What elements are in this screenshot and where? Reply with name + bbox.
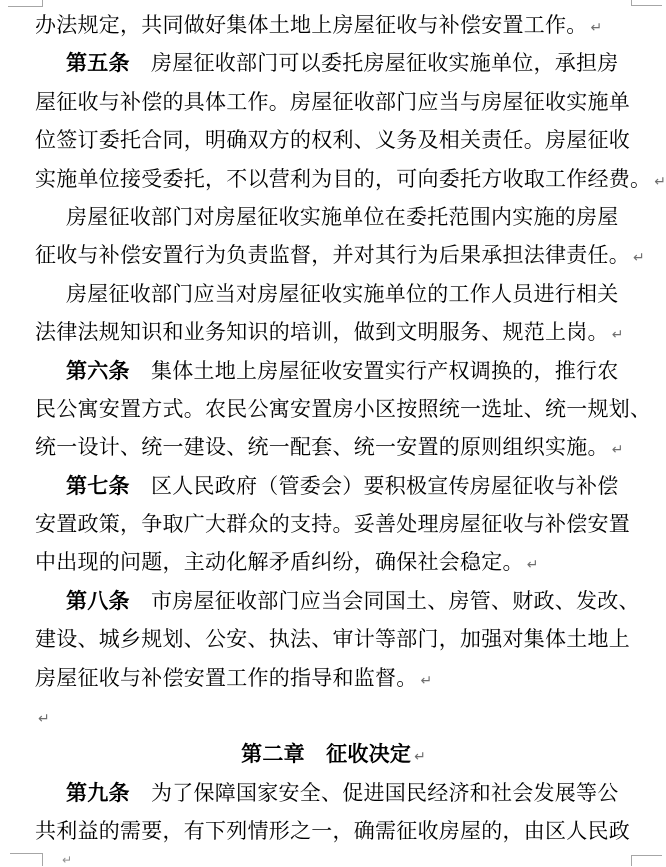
text-line[interactable] [35,275,632,313]
line-text: 中出现的问题，主动化解矛盾纠纷，确保社会稳定。 [35,550,524,575]
line-text: 法律法规知识和业务知识的培训，做到文明服务、规范上岗。 [35,320,609,345]
text-line[interactable] [35,543,632,581]
document-text-area[interactable] [35,6,666,851]
article-number: 第八条 [66,589,130,613]
line-text: 共利益的需要，有下列情形之一，确需征收房屋的，由区人民政 [35,819,630,844]
paragraph-mark-icon: ↵ [526,557,539,574]
text-line[interactable] [35,428,632,466]
text-line[interactable] [35,505,632,543]
text-line[interactable] [35,160,666,198]
line-text: 区人民政府（管委会）要积极宣传房屋征收与补偿 [129,473,619,498]
text-line[interactable] [35,44,632,82]
text-line[interactable] [35,83,632,121]
line-text: 房屋征收部门对房屋征收实施单位在委托范围内实施的房屋 [66,204,619,229]
article-number: 第二章 征收决定 [241,743,412,767]
text-line[interactable] [35,6,632,44]
paragraph-mark-icon: ↵ [414,749,426,766]
line-text: 市房屋征收部门应当会同国土、房管、财政、发改、 [129,588,640,613]
article-number: 第七条 [66,474,130,498]
chapter-heading[interactable] [35,735,632,773]
text-line[interactable] [35,198,632,236]
text-line[interactable] [35,352,632,390]
text-line[interactable] [35,390,652,428]
line-text: 建设、城乡规划、公安、执法、审计等部门，加强对集体土地上 [35,627,630,652]
line-text: 为了保障国家安全、促进国民经济和社会发展等公 [129,780,619,805]
line-text: 办法规定，共同做好集体土地上房屋征收与补偿安置工作。 [35,13,588,37]
text-line[interactable] [35,582,640,620]
line-text: 安置政策，争取广大群众的支持。妥善处理房屋征收与补偿安置 [35,512,630,537]
text-line[interactable] [35,236,645,274]
line-text: 屋征收与补偿的具体工作。房屋征收部门应当与房屋征收实施单 [35,89,630,114]
line-text: 集体土地上房屋征收安置实行产权调换的，推行农 [129,358,619,383]
text-line[interactable] [35,620,632,658]
empty-paragraph[interactable] [35,697,632,735]
line-text: 房屋征收部门应当对房屋征收实施单位的工作人员进行相关 [66,281,619,306]
text-line[interactable] [35,313,632,351]
paragraph-mark-icon: ↵ [590,20,603,36]
crop-mark-top-right [631,0,662,6]
line-text: 位签订委托合同，明确双方的权利、义务及相关责任。房屋征收 [35,128,630,153]
line-text: 统一设计、统一建设、统一配套、统一安置的原则组织实施。 [35,435,609,460]
crop-mark-bottom-right [631,855,662,866]
text-line[interactable] [35,121,632,159]
text-line[interactable] [35,659,632,697]
paragraph-mark-icon: ↵ [654,173,666,190]
paragraph-mark-icon: ↵ [611,327,624,344]
text-line[interactable] [35,467,632,505]
text-line[interactable] [35,774,632,812]
line-text: 实施单位接受委托，不以营利为目的，可向委托方收取工作经费。 [35,166,652,191]
footer-paragraph-mark-icon: ↵ [62,853,73,867]
article-number: 第五条 [66,52,130,76]
article-number: 第六条 [66,359,130,383]
paragraph-mark-icon: ↵ [38,711,50,728]
line-text: 房屋征收部门可以委托房屋征收实施单位，承担房 [129,51,619,76]
crop-mark-bottom-left [10,853,43,866]
paragraph-mark-icon: ↵ [611,442,624,459]
article-number: 第九条 [66,781,130,805]
paragraph-mark-icon: ↵ [633,250,645,267]
line-text: 房屋征收与补偿安置工作的指导和监督。 [35,665,418,690]
text-line[interactable] [35,812,632,850]
line-text: 民公寓安置方式。农民公寓安置房小区按照统一选址、统一规划、 [35,396,652,421]
paragraph-mark-icon: ↵ [420,672,433,689]
line-text: 征收与补偿安置行为负责监督，并对其行为后果承担法律责任。 [35,243,630,268]
